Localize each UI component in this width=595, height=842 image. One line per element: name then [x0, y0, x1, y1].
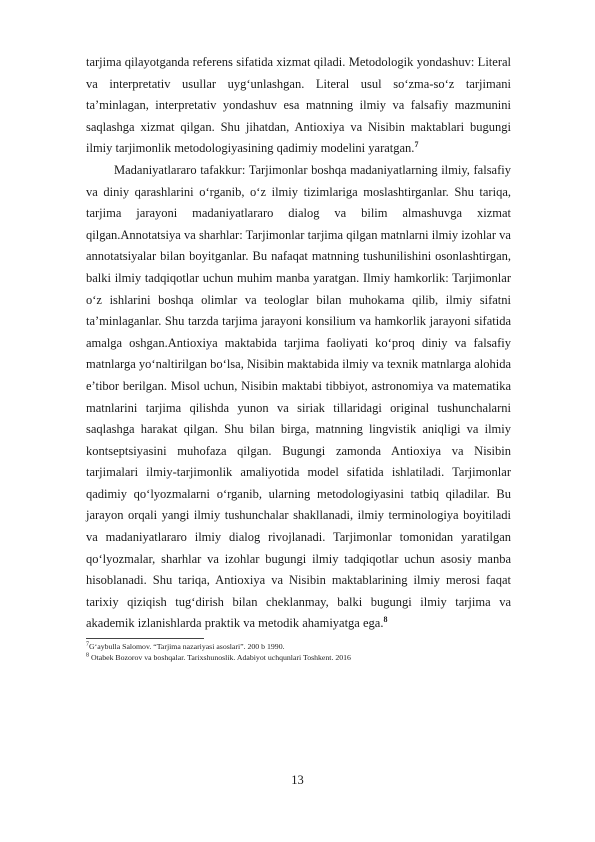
footnote-7-text: G‘aybulla Salomov. “Tarjima nazariyasi asoslari”. 200 b 1990. — [89, 642, 285, 652]
footnote-ref-8[interactable]: 8 — [383, 615, 388, 625]
footnote-7-number: 7 — [86, 641, 89, 648]
footnote-8-text: Otabek Bozorov va boshqalar. Tarixshunoslik. Adabiyot uchqunlari Toshkent. 2016 — [89, 653, 351, 663]
document-page — [86, 52, 511, 663]
footnote-8-number: 8 — [86, 652, 89, 659]
paragraph-2-text: Madaniyatlararo tafakkur: Tarjimonlar boshqa madaniyatlarning ilmiy, falsafiy va diniy qarashlarini o‘rganib, o‘z ilmiy tizimlariga moslashtirganlar. Shu tariqa, tarjima jarayoni madaniyatlararo dialog va bilim almashuvga xizmat qilgan.Annotatsiya va sharhlar: Tarjimonlar tarjima qilgan matnlarni ilmiy izohlar va annotatsiyalar bilan boyitganlar. Bu nafaqat matnning tushunilishini osonlashtirgan, balki ilmiy tadqiqotlar uchun muhim manba yaratgan. Ilmiy hamkorlik: Tarjimonlar o‘z ishlarini boshqa olimlar va teologlar bilan muhokama qilib, ilmiy sifatni ta’minlaganlar. Shu tarzda tarjima jarayoni konsilium va hamkorlik jarayoni sifatida amalga oshgan.Antioxiya maktabida tarjima faoliyati ko‘proq diniy va falsafiy matnlarga yo‘naltirilgan bo‘lsa, Nisibin maktabida ilmiy va texnik matnlarga alohida e’tibor berilgan. Misol uchun, Nisibin maktabi tibbiyot, astronomiya va matematika matnlarini tarjima qilishda yunon va siriak tillaridagi original tushunchalarni saqlashga harakat qilgan. Shu bilan birga, matnning lingvistik aniqligi va ilmiy kontseptsiyasini muhofaza qilgan. Bugungi zamonda Antioxiya va Nisibin tarjimalari ilmiy-tarjimonlik amaliyotida model sifatida ishlatiladi. Tarjimonlar qadimiy qo‘lyozmalarni o‘rganib, ularning metodologiyasini tatbiq qiladilar. Bu jarayon orqali yangi ilmiy tushunchalar shakllanadi, ilmiy terminologiya boyitiladi va madaniyatlararo ilmiy dialog rivojlanadi. Tarjimonlar tomonidan yaratilgan qo‘lyozmalar, sharhlar va izohlar bugungi ilmiy tadqiqotlar uchun asosiy manba hisoblanadi. Shu tariqa, Antioxiya va Nisibin maktablarining ilmiy merosi faqat tarixiy qiziqish tug‘dirish bilan cheklanmay, balki bugungi ilmiy tarjima va akademik izlanishlarda praktik va metodik ahamiyatga ega. — [86, 162, 511, 631]
paragraph-1 — [86, 52, 511, 160]
paragraph-2 — [86, 160, 511, 635]
footnote-ref-7[interactable]: 7 — [414, 140, 419, 150]
footnote-separator — [86, 638, 204, 639]
page-number: 13 — [291, 773, 304, 787]
footnotes — [86, 641, 511, 663]
paragraph-1-text: tarjima qilayotganda referens sifatida xizmat qiladi. Metodologik yondashuv: Literal va interpretativ usullar uyg‘unlashgan. Literal usul so‘zma-so‘z tarjimani ta’minlagan, interpretativ yondashuv esa matnning ilmiy va falsafiy mazmunini saqlashga xizmat qilgan. Shu jihatdan, Antioxiya va Nisibin maktablari bugungi ilmiy tarjimonlik metodologiyasining qadimiy modelini yaratgan. — [86, 55, 511, 156]
footnote-7 — [86, 641, 511, 652]
footnote-8 — [86, 652, 511, 663]
body-text — [86, 52, 511, 635]
